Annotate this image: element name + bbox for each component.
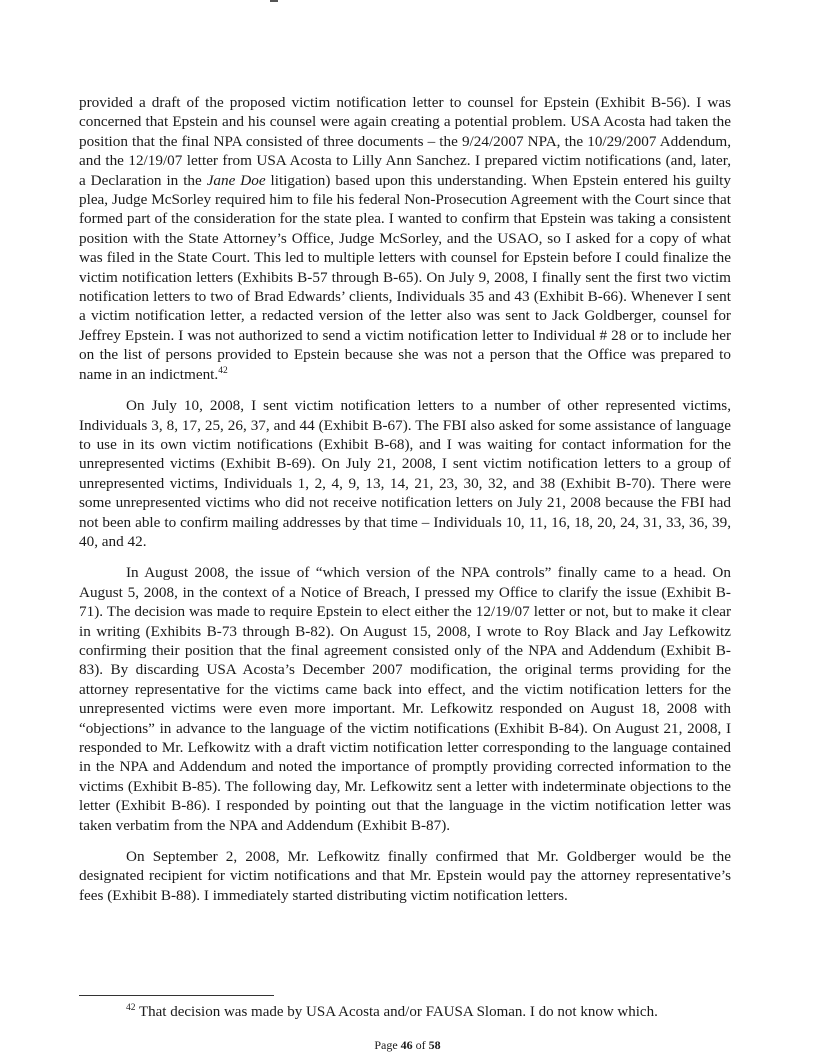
case-name: Jane Doe: [206, 171, 266, 189]
footnote-reference: 42: [218, 365, 228, 376]
paragraph-3: In August 2008, the issue of “which version of the NPA controls” finally came to a head. On August 5, 2008, in the context of a Notice of Breach, I pressed my Office to clarify the issue (Exhibit B-71). The decision was made to require Epstein to elect either the 12/19/07 letter or not, but to make it clear in writing (Exhibits B-73 through B-82). On August 15, 2008, I wrote to Roy Black and Jay Lefkowitz confirming their position that the final agreement consisted only of the NPA and Addendum (Exhibit B-83). By discarding USA Acosta’s December 2007 modification, the original terms providing for the attorney representative for the victims came back into effect, and the victim notification letters for the unrepresented victims were even more important. Mr. Lefkowitz responded on August 18, 2008 with “objections” in advance to the language of the victim notifications (Exhibit B-84). On August 21, 2008, I responded to Mr. Lefkowitz with a draft victim notification letter corresponding to the language contained in the NPA and Addendum and noted the importance of promptly providing corrected information to the victims (Exhibit B-85). The following day, Mr. Lefkowitz sent a letter with indeterminate objections to the letter (Exhibit B-86). I responded by pointing out that the language in the victim notification letter was taken verbatim from the NPA and Addendum (Exhibit B-87).: [79, 564, 731, 834]
footnote: [126, 1003, 746, 1022]
current-page: 46: [400, 1038, 413, 1052]
footnote-number: 42: [126, 1003, 136, 1013]
document-body: [79, 93, 731, 917]
page-number: Page 46 of 58: [374, 1038, 441, 1052]
footnote-text: That decision was made by USA Acosta and/or FAUSA Sloman. I do not know which.: [138, 1004, 658, 1020]
paragraph-1: provided a draft of the proposed victim notification letter to counsel for Epstein (Exhibit B-56). I was concerned that Epstein and his counsel were again creating a potential problem. USA Acosta had taken the position that the final NPA consisted of three documents – the 9/24/2007 NPA, the 10/29/2007 Addendum, and the 12/19/07 letter from USA Acosta to Lilly Ann Sanchez. I prepared victim notifications (and, later, a Declaration in the Jane Doe litigation) based upon this understanding. When Epstein entered his guilty plea, Judge McSorley required him to file his federal Non-Prosecution Agreement with the Court since that formed part of the consideration for the state plea. I wanted to confirm that Epstein was taking a consistent position with the State Attorney’s Office, Judge McSorley, and the USAO, so I asked for a copy of what was filed in the State Court. This led to multiple letters with counsel for Epstein before I could finalize the victim notification letters (Exhibits B-57 through B-65). On July 9, 2008, I finally sent the first two victim notification letters to two of Brad Edwards’ clients, Individuals 35 and 43 (Exhibit B-66). Whenever I sent a victim notification letter, a redacted version of the letter also was sent to Jack Goldberger, counsel for Jeffrey Epstein. I was not authorized to send a victim notification letter to Individual # 28 or to include her on the list of persons provided to Epstein because she was not a person that the Office was prepared to name in an indictment.$^{42}$: [79, 94, 731, 383]
total-pages: 58: [428, 1038, 441, 1052]
paragraph-2: On July 10, 2008, I sent victim notification letters to a number of other represented victims, Individuals 3, 8, 17, 25, 26, 37, and 44 (Exhibit B-67). The FBI also asked for some assistance of language to use in its own victim notifications (Exhibit B-68), and I was waiting for contact information for the unrepresented victims (Exhibit B-69). On July 21, 2008, I sent victim notification letters to a group of unrepresented victims, Individuals 1, 2, 4, 9, 13, 14, 21, 23, 30, 32, and 38 (Exhibit B-70). There were some unrepresented victims who did not receive notification letters on July 21, 2008 because the FBI had not been able to confirm mailing addresses by that time – Individuals 10, 11, 16, 18, 20, 24, 31, 33, 36, 39, 40, and 42.: [79, 397, 731, 550]
top-edge-mark: [270, 0, 278, 2]
paragraph-4: On September 2, 2008, Mr. Lefkowitz finally confirmed that Mr. Goldberger would be the designated recipient for victim notifications and that Mr. Epstein would pay the attorney representative’s fees (Exhibit B-88). I immediately started distributing victim notification letters.: [79, 848, 731, 904]
footnote-divider: [79, 995, 274, 996]
